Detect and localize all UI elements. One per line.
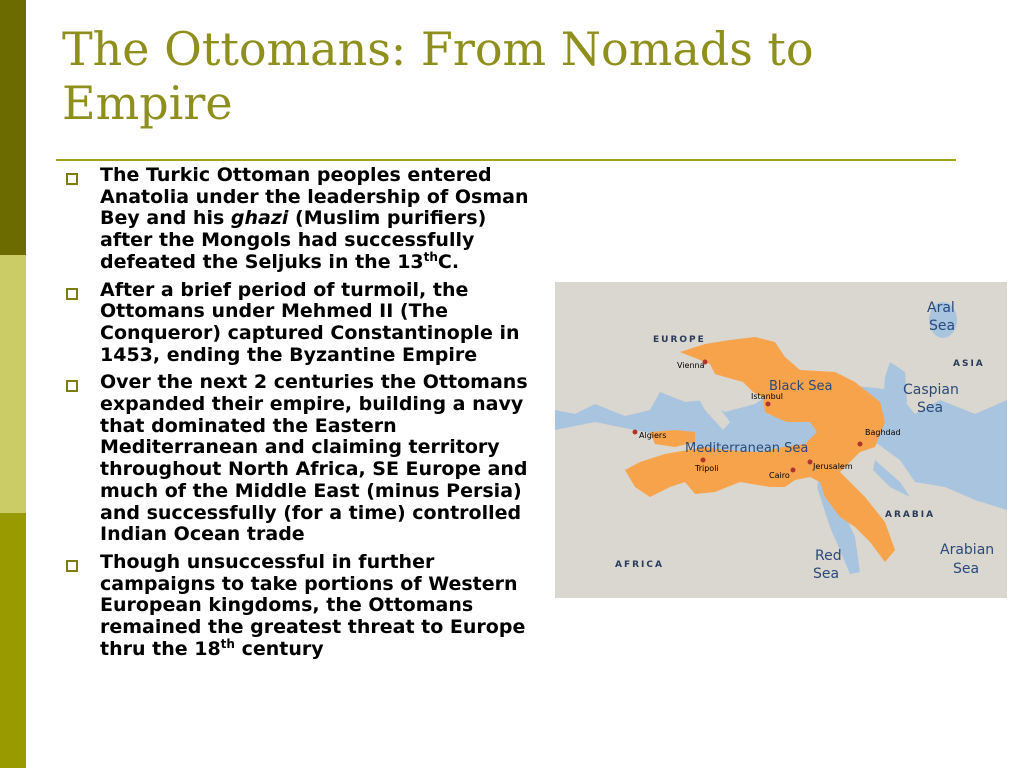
square-bullet-icon: [66, 288, 78, 300]
sidebar-segment-middle: [0, 255, 26, 513]
map-label-aral-1: Aral: [927, 300, 955, 316]
ottoman-empire-map: [555, 282, 1007, 598]
bullet-1-text-b: (Muslim purifiers) after the Mongols had successfully defeated the Seljuks in the 13: [100, 207, 487, 273]
map-label-red-2: Sea: [813, 566, 840, 582]
bullet-4-text-a: Though unsuccessful in further campaigns to take portions of Western European kingdoms, the Ottomans remained the greatest threat to Europe thru the 18: [100, 550, 526, 660]
square-bullet-icon: [66, 173, 78, 185]
bullet-list: [62, 165, 542, 666]
map-label-jerusalem: Jerusalem: [813, 462, 853, 471]
bullet-1-text-c: C.: [437, 250, 460, 273]
title-divider: [56, 159, 956, 161]
map-label-baghdad: Baghdad: [865, 428, 901, 437]
bullet-1-superscript: th: [423, 249, 438, 264]
bullet-1-text-a: The Turkic Ottoman peoples entered Anatolia under the leadership of Osman Bey and his: [100, 164, 529, 230]
map-marker-algiers: [633, 430, 638, 435]
map-marker-jerusalem: [808, 460, 813, 465]
bullet-item-4: [62, 552, 542, 661]
map-label-tripoli: Tripoli: [695, 464, 719, 473]
bullet-4-superscript: th: [220, 636, 235, 651]
map-label-caspian-2: Sea: [917, 400, 944, 416]
map-label-istanbul: Istanbul: [751, 392, 784, 401]
map-label-africa: AFRICA: [615, 560, 664, 570]
map-label-cairo: Cairo: [769, 471, 790, 480]
map-label-mediterranean: Mediterranean Sea: [685, 441, 809, 456]
bullet-3-text: Over the next 2 centuries the Ottomans expanded their empire, building a navy that dominated the Eastern Mediterranean and claiming territory throughout North Africa, SE Europe and much of the Middle East (minus Persia) and successfully (for a time) controlled Indian Ocean trade: [100, 371, 528, 546]
map-label-black-sea: Black Sea: [769, 379, 833, 394]
sidebar-segment-top: [0, 0, 26, 255]
map-label-europe: EUROPE: [653, 335, 706, 345]
map-label-aral-2: Sea: [929, 318, 956, 334]
map-marker-tripoli: [701, 458, 706, 463]
map-label-arabian-1: Arabian: [940, 542, 995, 558]
bullet-1-emphasis: ghazi: [230, 207, 289, 230]
map-label-caspian-1: Caspian: [903, 382, 959, 398]
bullet-item-1: [62, 165, 542, 274]
map-marker-cairo: [791, 468, 796, 473]
map-graphic: [555, 282, 1007, 598]
bullet-2-text: After a brief period of turmoil, the Ottomans under Mehmed II (The Conqueror) captured Constantinople in 1453, ending the Byzantine Empire: [100, 278, 520, 366]
map-label-algiers: Algiers: [639, 431, 667, 440]
bullet-4-text-b: century: [234, 637, 324, 660]
bullet-item-3: [62, 372, 542, 546]
map-marker-baghdad: [858, 442, 863, 447]
map-label-arabia: ARABIA: [885, 510, 936, 520]
map-marker-istanbul: [766, 402, 771, 407]
map-label-red-1: Red: [815, 548, 842, 564]
square-bullet-icon: [66, 380, 78, 392]
bullet-item-2: [62, 280, 542, 367]
map-label-asia: ASIA: [953, 359, 985, 369]
map-label-arabian-2: Sea: [953, 561, 980, 577]
decorative-sidebar: [0, 0, 26, 768]
sidebar-segment-bottom: [0, 513, 26, 768]
square-bullet-icon: [66, 560, 78, 572]
slide-title: The Ottomans: From Nomads to Empire: [62, 22, 814, 130]
map-label-vienna: Vienna: [677, 361, 705, 370]
